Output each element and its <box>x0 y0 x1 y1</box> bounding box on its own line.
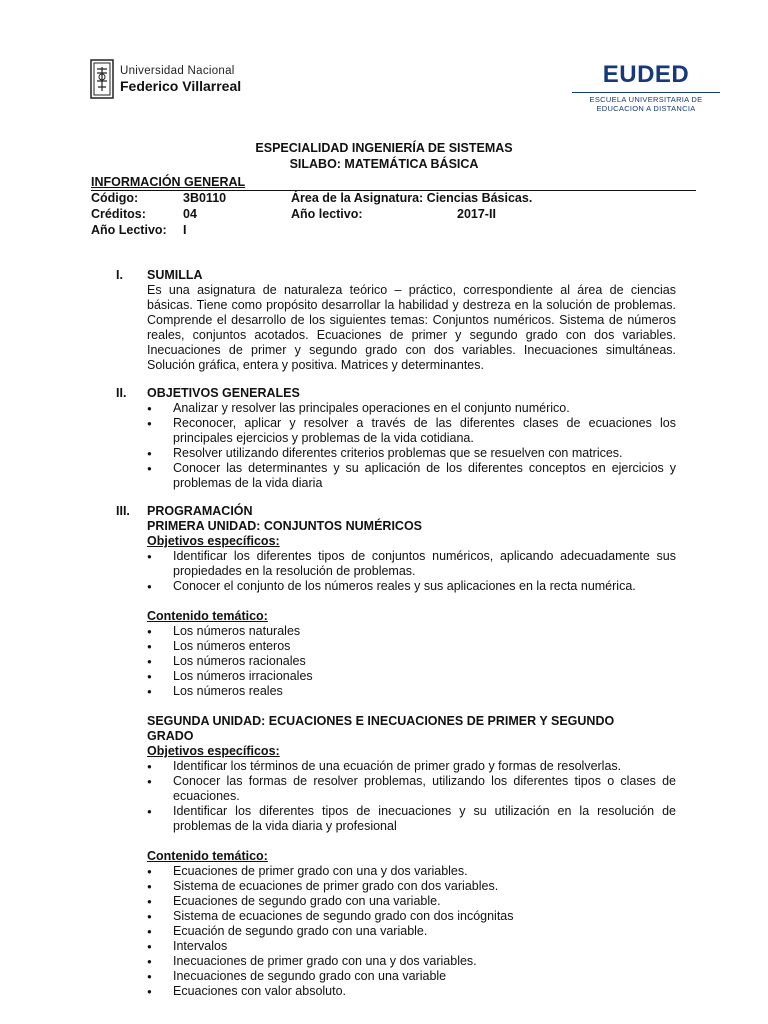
info-row-anio <box>91 223 696 239</box>
unit2-title: SEGUNDA UNIDAD: ECUACIONES E INECUACIONES DE PRIMER Y SEGUNDO GRADO <box>147 714 615 743</box>
list-item: ● Ecuaciones de primer grado con una y dos variables. <box>147 864 676 879</box>
list-item: ● Inecuaciones de primer grado con una y dos variables. <box>147 954 676 969</box>
list-item: ● Intervalos <box>147 939 676 954</box>
list-item: ● Analizar y resolver las principales operaciones en el conjunto numérico. <box>147 401 676 416</box>
sumilla-text: Es una asignatura de naturaleza teórico – práctico, correspondiente al área de ciencias básicas. Tiene como propósito desarrollar la habilidad y destreza en la solución de problemas. Comprende el desarrollo de los siguientes temas: Conjuntos numéricos. Sistema de números reales, conjuntos acotados. Ecuaciones de primer y segundo grado con dos variables. Inecuaciones de primer y segundo grado con dos variables. Inecuaciones simultáneas. Solución gráfica, entera y positiva. Matrices y determinantes. <box>147 283 676 372</box>
anio-lectivo-value: 2017-II <box>457 207 496 221</box>
euded-title: EUDED <box>602 61 690 88</box>
list-item: ● Sistema de ecuaciones de primer grado con dos variables. <box>147 879 676 894</box>
university-name-line1: Universidad Nacional <box>120 65 235 77</box>
list-item: ● Los números reales <box>147 684 676 699</box>
unit1-objectives-list <box>147 549 676 594</box>
list-item: ● Conocer las determinantes y su aplicación de los diferentes conceptos en ejercicios y problemas de la vida diaria <box>147 461 676 491</box>
list-item: ● Resolver utilizando diferentes criterios problemas que se resuelven con matrices. <box>147 446 676 461</box>
list-item: ● Los números naturales <box>147 624 676 639</box>
section-objetivos <box>116 386 676 491</box>
info-row-codigo <box>91 191 696 207</box>
euded-divider <box>572 92 720 93</box>
university-name-line2: Federico Villarreal <box>120 78 242 94</box>
list-item: ● Ecuaciones con valor absoluto. <box>147 984 676 999</box>
anio-lectivo-label: Año lectivo: <box>291 207 363 221</box>
section-programacion <box>116 504 676 999</box>
university-crest-icon <box>90 59 114 99</box>
specialty-title: ESPECIALIDAD INGENIERÍA DE SISTEMAS <box>255 141 513 155</box>
creditos-value: 04 <box>183 207 197 221</box>
unit1-objectives-label: Objetivos específicos: <box>147 534 280 548</box>
creditos-label: Créditos: <box>91 207 146 221</box>
anio-lectivo2-label: Año Lectivo: <box>91 223 167 237</box>
list-item: ● Identificar los diferentes tipos de conjuntos numéricos, aplicando adecuadamente sus propiedades en la resolución de problemas. <box>147 549 676 579</box>
list-item: ● Los números enteros <box>147 639 676 654</box>
section-number: III. <box>116 504 130 518</box>
document-titles <box>0 140 768 172</box>
unit2-content-list <box>147 864 676 999</box>
section-title: SUMILLA <box>147 268 203 282</box>
euded-logo <box>572 60 720 113</box>
list-item: ● Conocer las formas de resolver problemas, utilizando los diferentes tipos o clases de ecuaciones. <box>147 774 676 804</box>
unit2-objectives-list <box>147 759 676 834</box>
euded-subtitle-line2: EDUCACION A DISTANCIA <box>596 104 696 113</box>
section-number: I. <box>116 268 123 282</box>
unit1-content-list <box>147 624 676 699</box>
list-item: ● Identificar los términos de una ecuación de primer grado y formas de resolverlas. <box>147 759 676 774</box>
unit1-content-label: Contenido temático: <box>147 609 268 623</box>
list-item: ● Identificar los diferentes tipos de inecuaciones y su utilización en la resolución de problemas de la vida diaria y profesional <box>147 804 676 834</box>
list-item: ● Ecuación de segundo grado con una variable. <box>147 924 676 939</box>
list-item: ● Los números irracionales <box>147 669 676 684</box>
section-title: PROGRAMACIÓN <box>147 504 253 518</box>
area-label: Área de la Asignatura: Ciencias Básicas. <box>291 191 533 205</box>
list-item: ● Ecuaciones de segundo grado con una variable. <box>147 894 676 909</box>
list-item: ● Los números racionales <box>147 654 676 669</box>
euded-subtitle-line1: ESCUELA UNIVERSITARIA DE <box>589 95 703 104</box>
syllabus-sections <box>116 268 676 1012</box>
list-item: ● Conocer el conjunto de los números reales y sus aplicaciones en la recta numérica. <box>147 579 676 594</box>
anio-lectivo2-value: I <box>183 223 187 237</box>
list-item: ● Sistema de ecuaciones de segundo grado con dos incógnitas <box>147 909 676 924</box>
section-title: OBJETIVOS GENERALES <box>147 386 300 400</box>
section-number: II. <box>116 386 127 400</box>
list-item: ● Reconocer, aplicar y resolver a través de las diferentes clases de ecuaciones los principales ejercicios y problemas de la vida cotidiana. <box>147 416 676 446</box>
list-item: ● Inecuaciones de segundo grado con una variable <box>147 969 676 984</box>
university-logo <box>90 58 241 100</box>
unit2-objectives-label: Objetivos específicos: <box>147 744 280 758</box>
unit1-title: PRIMERA UNIDAD: CONJUNTOS NUMÉRICOS <box>147 519 423 533</box>
info-row-creditos <box>91 207 696 223</box>
general-info <box>91 175 696 239</box>
syllabus-title: SILABO: MATEMÁTICA BÁSICA <box>289 157 479 171</box>
general-info-heading: INFORMACIÓN GENERAL <box>91 175 246 189</box>
codigo-label: Código: <box>91 191 139 205</box>
section-sumilla <box>116 268 676 373</box>
unit2-content-label: Contenido temático: <box>147 849 268 863</box>
objetivos-list <box>147 401 676 491</box>
codigo-value: 3B0110 <box>183 191 227 205</box>
